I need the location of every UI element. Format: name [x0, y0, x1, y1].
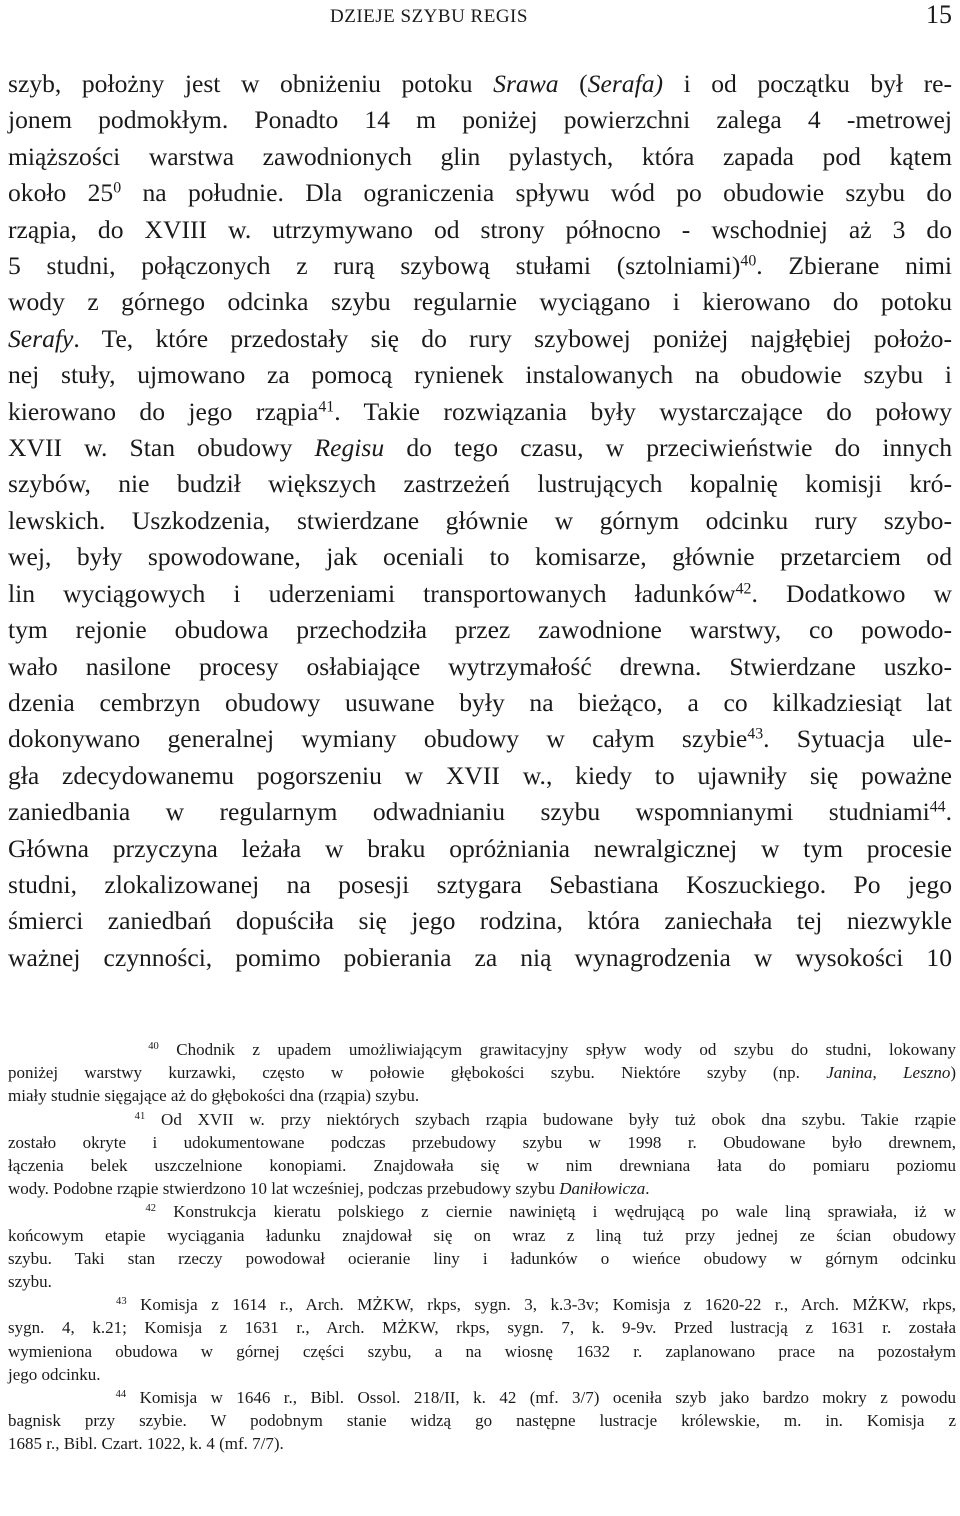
body-line: kierowano do jego rząpia$^{41}$. Takie rozwiązania były wystarczające do połowy	[8, 396, 952, 426]
body-line: rząpia, do XVIII w. utrzymywano od strony północno - wschodniej aż 3 do	[8, 214, 952, 244]
footnote-43	[8, 1293, 956, 1386]
footnote-line: 1685 r., Bibl. Czart. 1022, k. 4 (mf. 7/7).	[8, 1434, 284, 1454]
body-line: studni, zlokalizowanej na posesji sztygara Sebastiana Koszuckiego. Po jego	[8, 869, 952, 899]
body-line: zaniedbania w regularnym odwadnianiu szybu wspomnianymi studniami$^{44}$.	[8, 797, 952, 827]
body-line: nej stuły, ujmowano za pomocą rynienek instalowanych na obudowie szybu i	[8, 360, 952, 390]
body-line: dokonywano generalnej wymiany obudowy w całym szybie$^{43}$. Sytuacja ule-	[8, 724, 952, 754]
body-line: ważnej czynności, pomimo pobierania za nią wynagrodzenia w wysokości 10	[8, 942, 952, 972]
footnote-line: szybu.	[8, 1272, 52, 1292]
footnote-42	[8, 1200, 956, 1293]
footnote-line: miały studnie sięgające aż do głębokości dna (rząpia) szybu.	[8, 1086, 420, 1106]
footnote-line: końcowym etapie wyciągania ładunku znajdował się on wraz z liną tuż przy jednej ze ścian obudowy	[8, 1225, 956, 1245]
footnote-40	[8, 1038, 956, 1108]
body-line: miąższości warstwa zawodnionych glin pylastych, która zapada pod kątem	[8, 141, 952, 171]
body-line: szybów, nie budził większych zastrzeżeń lustrujących kopalnię komisji kró-	[8, 469, 952, 499]
body-line: dzenia cembrzyn obudowy usuwane były na bieżąco, a co kilkadziesiąt lat	[8, 687, 952, 717]
footnote-44	[8, 1386, 956, 1456]
body-line: gła zdecydowanemu pogorszeniu w XVII w., kiedy to ujawniły się poważne	[8, 760, 952, 790]
footnote-line: poniżej warstwy kurzawki, często w połowie głębokości szybu. Niektóre szyby (np. Janina, Leszno)	[8, 1063, 956, 1083]
footnote-line: łączenia belek uszczelnione konopiami. Znajdowała się w nim drewniana łata do pomiaru poziomu	[8, 1156, 956, 1176]
body-line: XVII w. Stan obudowy Regisu do tego czasu, w przeciwieństwie do innych	[8, 433, 952, 463]
running-title: DZIEJE SZYBU REGIS	[330, 6, 528, 27]
body-line: lewskich. Uszkodzenia, stwierdzane głównie w górnym odcinku rury szybo-	[8, 505, 952, 535]
footnotes	[8, 1038, 956, 1456]
body-text	[8, 66, 952, 976]
body-line: jonem podmokłym. Ponadto 14 m poniżej powierzchni zalega 4 -metrowej	[8, 105, 952, 135]
footnote-line: wymieniona obudowa w górnej części szybu, a na wiosnę 1632 r. zaplanowano prace na pozostałym	[8, 1341, 956, 1361]
body-line: Główna przyczyna leżała w braku opróżniania newralgicznej w tym procesie	[8, 833, 952, 863]
body-line: wało nasilone procesy osłabiające wytrzymałość drewna. Stwierdzane uszko-	[8, 651, 952, 681]
footnote-line: $^{44}$ Komisja w 1646 r., Bibl. Ossol. 218/II, k. 42 (mf. 3/7) oceniła szyb jako bardzo mokry z powodu	[115, 1388, 957, 1408]
footnote-line: bagnisk przy szybie. W podobnym stanie widzą go następne lustracje królewskie, m. in. Komisja z	[8, 1411, 956, 1431]
footnote-line: sygn. 4, k.21; Komisja z 1631 r., Arch. MŻKW, rkps, sygn. 7, k. 9-9v. Przed lustracją z 1631 r. została	[8, 1318, 956, 1338]
footnote-line: zostało okryte i udokumentowane podczas przebudowy szybu w 1998 r. Obudowane było drewnem,	[8, 1132, 956, 1152]
footnote-line: $^{43}$ Komisja z 1614 r., Arch. MŻKW, rkps, sygn. 3, k.3-3v; Komisja z 1620-22 r., Arch. MŻKW, rkps,	[116, 1295, 956, 1315]
body-line: wej, były spowodowane, jak oceniali to komisarze, głównie przetarciem od	[8, 542, 952, 572]
body-line: śmierci zaniedbań dopuściła się jego rodzina, która zaniechała tej niezwykle	[8, 906, 952, 936]
footnote-line: $^{41}$ Od XVII w. przy niektórych szybach rząpia budowane były tuż obok dna szybu. Takie rząpie	[134, 1109, 956, 1129]
footnote-41	[8, 1108, 956, 1201]
footnote-line: jego odcinku.	[8, 1364, 101, 1384]
running-head	[0, 0, 960, 40]
body-line: lin wyciągowych i uderzeniami transportowanych ładunków$^{42}$. Dodatkowo w	[8, 578, 952, 608]
page-number: 15	[926, 0, 952, 29]
body-line: tym rejonie obudowa przechodziła przez zawodnione warstwy, co powodo-	[8, 615, 952, 645]
footnote-line: $^{40}$ Chodnik z upadem umożliwiającym grawitacyjny spływ wody od szybu do studni, lokowany	[148, 1040, 957, 1059]
body-line: 5 studni, połączonych z rurą szybową stułami (sztolniami)$^{40}$. Zbierane nimi	[8, 251, 953, 281]
body-line: szyb, położny jest w obniżeniu potoku Srawa (Serafa) i od początku był re-	[8, 69, 953, 98]
footnote-line: wody. Podobne rząpie stwierdzono 10 lat wcześniej, podczas przebudowy szybu Daniłowicza.	[8, 1179, 650, 1199]
body-line: wody z górnego odcinka szybu regularnie wyciągano i kierowano do potoku	[8, 287, 952, 317]
footnote-line: szybu. Taki stan rzeczy powodował ocieranie liny i ładunków o wieńce obudowy w górnym odcinku	[8, 1248, 956, 1268]
body-line: Serafy. Te, które przedostały się do rury szybowej poniżej najgłębiej położo-	[8, 323, 952, 353]
body-line: około $25^0$ na południe. Dla ograniczenia spływu wód po obudowie szybu do	[8, 178, 952, 208]
footnote-line: $^{42}$ Konstrukcja kieratu polskiego z ciernie nawiniętą i wędrującą po wale liną sprawiała, iż w	[145, 1202, 956, 1222]
